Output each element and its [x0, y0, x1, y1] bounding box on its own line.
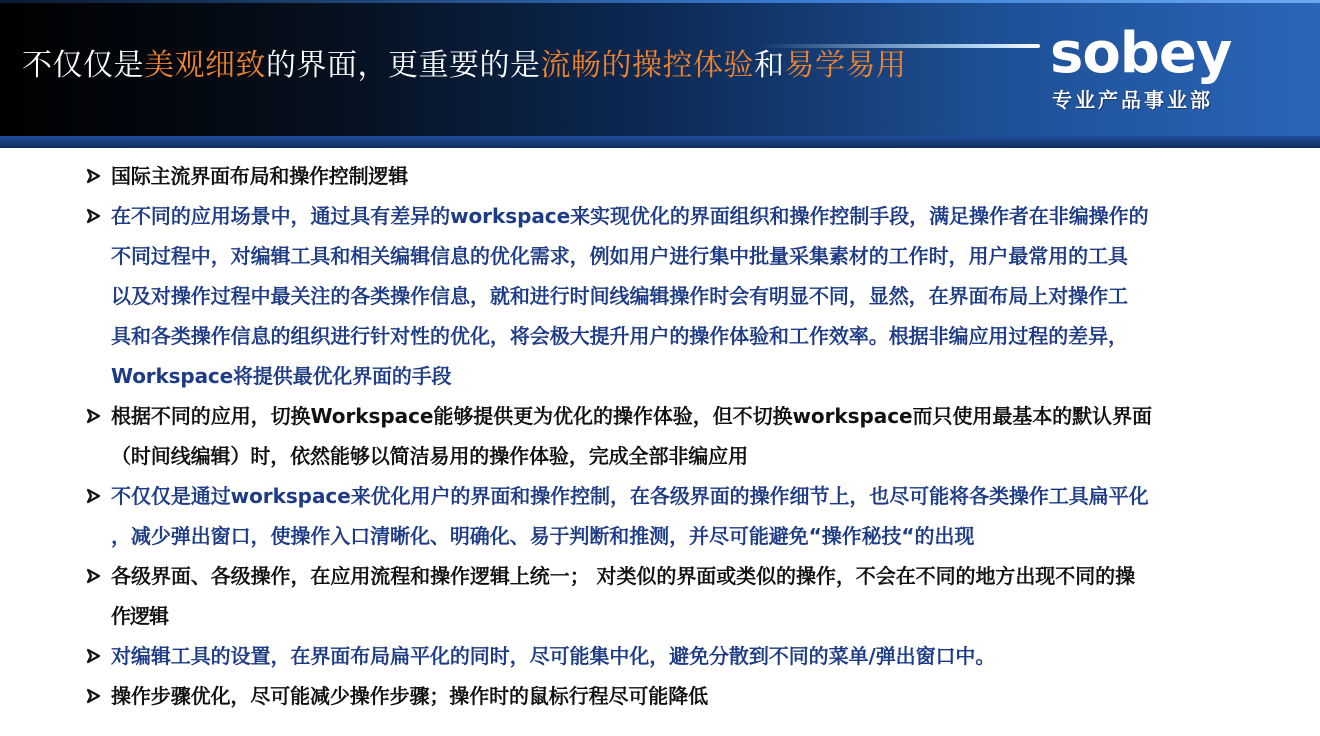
logo-wordmark: sobey: [1050, 21, 1232, 86]
bullet-line: 具和各类操作信息的组织进行针对性的优化，将会极大提升用户的操作体验和工作效率。根据非编应用过程的差异，: [111, 324, 1128, 348]
bullet-line: 以及对操作过程中最关注的各类操作信息，就和进行时间线编辑操作时会有明显不同，显然，在界面布局上对操作工: [111, 284, 1128, 308]
title-part: 不仅仅是: [22, 48, 144, 83]
bullet-line: 在不同的应用场景中，通过具有差异的workspace来实现优化的界面组织和操作控制手段，满足操作者在非编操作的: [111, 204, 1149, 228]
arrow-bullet-icon: [86, 156, 106, 196]
arrow-bullet-icon: [86, 196, 106, 236]
slide-header: [0, 0, 1320, 148]
bullet-line: ，减少弹出窗口，使操作入口清晰化、明确化、易于判断和推测，并尽可能避免“操作秘技“的出现: [111, 524, 975, 548]
bullet-line: 根据不同的应用，切换Workspace能够提供更为优化的操作体验，但不切换workspace而只使用最基本的默认界面: [111, 404, 1152, 428]
sobey-logo: [1044, 20, 1264, 120]
logo-subtitle: 专业产品事业部: [1052, 88, 1213, 112]
title-highlight: 美观细致: [144, 48, 266, 83]
bullet-item: [84, 676, 1264, 716]
bullet-line: 对编辑工具的设置，在界面布局扁平化的同时，尽可能集中化，避免分散到不同的菜单/弹出窗口中。: [111, 644, 996, 668]
bullet-line: Workspace将提供最优化界面的手段: [111, 364, 452, 388]
bullet-line: 不同过程中，对编辑工具和相关编辑信息的优化需求，例如用户进行集中批量采集素材的工作时，用户最常用的工具: [111, 244, 1128, 268]
arrow-bullet-icon: [86, 476, 106, 516]
title-part: 和: [754, 48, 785, 83]
bullet-item: [84, 556, 1264, 636]
bullet-line: 操作步骤优化，尽可能减少操作步骤；操作时的鼠标行程尽可能降低: [111, 684, 708, 708]
bullet-line: 各级界面、各级操作，在应用流程和操作逻辑上统一； 对类似的界面或类似的操作，不会在不同的地方出现不同的操: [111, 564, 1136, 588]
slide-title: [22, 46, 907, 86]
arrow-bullet-icon: [86, 636, 106, 676]
bullet-line: 作逻辑: [111, 604, 168, 628]
arrow-bullet-icon: [86, 396, 106, 436]
bullet-item: [84, 156, 1264, 196]
bullet-item: [84, 196, 1264, 396]
title-highlight: 易学易用: [784, 48, 907, 83]
bullet-line: （时间线编辑）时，依然能够以简洁易用的操作体验，完成全部非编应用: [111, 444, 748, 468]
arrow-bullet-icon: [86, 556, 106, 596]
title-part: 的界面，更重要的是: [266, 48, 541, 83]
bullet-item: [84, 636, 1264, 676]
bullet-item: [84, 396, 1264, 476]
bullet-list: [84, 156, 1264, 716]
arrow-bullet-icon: [86, 676, 106, 716]
bullet-line: 国际主流界面布局和操作控制逻辑: [111, 164, 408, 188]
header-top-line: [0, 0, 1320, 3]
bullet-line: 不仅仅是通过workspace来优化用户的界面和操作控制，在各级界面的操作细节上，也尽可能将各类操作工具扁平化: [111, 484, 1149, 508]
bullet-item: [84, 476, 1264, 556]
header-bottom-band: [0, 136, 1320, 148]
title-highlight: 流畅的操控体验: [540, 48, 754, 83]
